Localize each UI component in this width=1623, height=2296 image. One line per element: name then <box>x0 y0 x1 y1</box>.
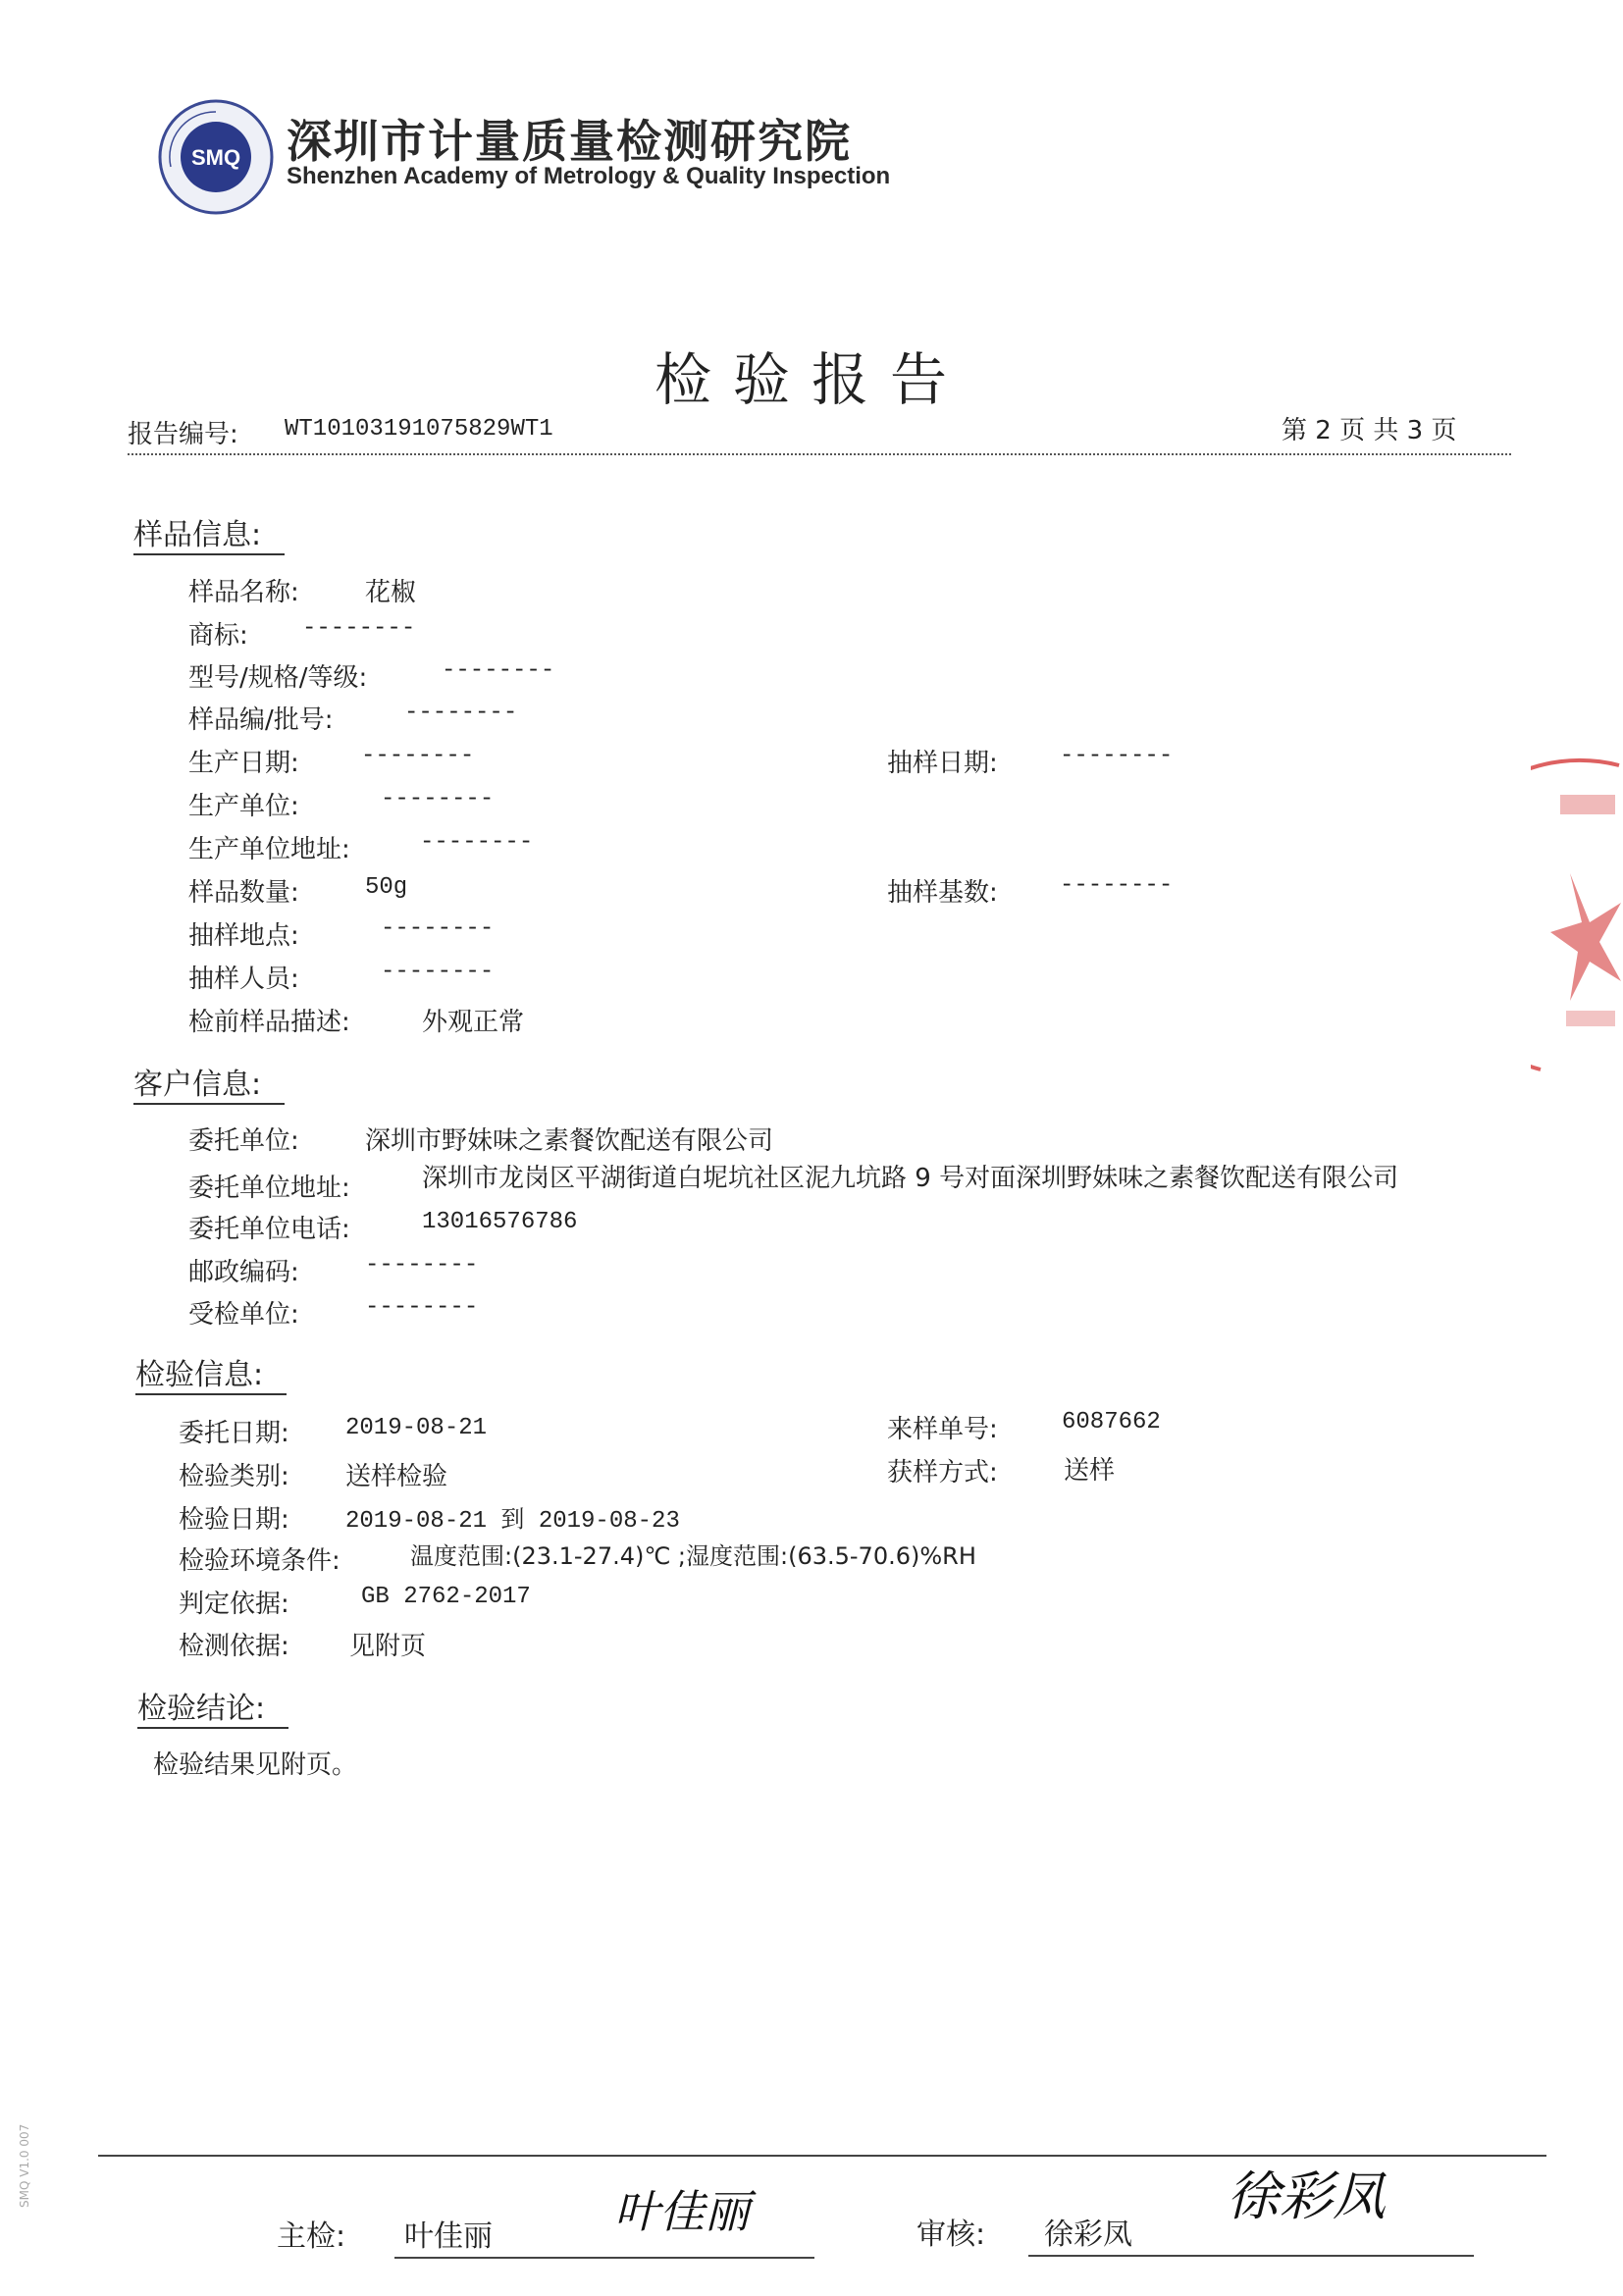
person: -------- <box>381 959 495 985</box>
prod-date-label: 生产日期: <box>188 749 299 778</box>
inspection-type-label: 检验类别: <box>179 1462 289 1491</box>
entrust-date-label: 委托日期: <box>179 1419 289 1448</box>
reviewer-label: 审核: <box>916 2218 986 2252</box>
model: -------- <box>442 657 555 684</box>
reviewer-name: 徐彩凤 <box>1044 2218 1132 2252</box>
desc-label: 检前样品描述: <box>188 1008 350 1037</box>
brand: -------- <box>302 615 416 642</box>
env: 温度范围:(23.1-27.4)℃ ;湿度范围:(63.5-70.6)%RH <box>410 1542 976 1570</box>
zip: -------- <box>365 1252 479 1278</box>
env-label: 检验环境条件: <box>179 1546 340 1576</box>
client-addr: 深圳市龙岗区平湖街道白坭坑社区泥九坑路 9 号对面深圳野妹味之素餐饮配送有限公司 <box>422 1164 1399 1193</box>
producer-label: 生产单位: <box>188 792 299 821</box>
sample-name: 花椒 <box>365 578 417 607</box>
order-no: 6087662 <box>1062 1409 1161 1435</box>
sampling-method-label: 获样方式: <box>887 1458 998 1487</box>
brand-label: 商标: <box>188 621 248 651</box>
producer: -------- <box>381 786 495 812</box>
client-unit-label: 委托单位: <box>188 1126 299 1156</box>
test-basis: 见附页 <box>349 1632 427 1661</box>
order-no-label: 来样单号: <box>887 1415 998 1444</box>
reviewer-sign-line <box>1028 2255 1474 2257</box>
prod-date: -------- <box>361 743 475 769</box>
producer-addr-label: 生产单位地址: <box>188 835 350 864</box>
sample-date-label: 抽样日期: <box>887 749 998 778</box>
reviewer-signature: 徐彩凤 <box>1227 2166 1386 2227</box>
inspected-unit-label: 受检单位: <box>188 1300 299 1330</box>
entrust-date: 2019-08-21 <box>345 1415 488 1441</box>
batch-label: 样品编/批号: <box>188 705 334 735</box>
inspector-sign-line <box>394 2257 814 2259</box>
header-divider <box>128 453 1511 455</box>
inspector-label: 主检: <box>277 2219 346 2254</box>
smq-logo <box>157 98 275 216</box>
section-conclusion-heading: 检验结论: <box>137 1684 288 1729</box>
base-label: 抽样基数: <box>887 878 998 908</box>
sampling-method: 送样 <box>1064 1456 1116 1486</box>
client-phone-label: 委托单位电话: <box>188 1215 350 1244</box>
model-label: 型号/规格/等级: <box>188 663 368 693</box>
qty: 50g <box>365 874 408 901</box>
qty-label: 样品数量: <box>188 878 299 908</box>
inspected-unit: -------- <box>365 1294 479 1321</box>
place: -------- <box>381 915 495 942</box>
logo-text: SMQ <box>190 145 241 170</box>
report-no: WT10103191075829WT1 <box>285 416 553 443</box>
client-addr-label: 委托单位地址: <box>188 1174 350 1203</box>
person-label: 抽样人员: <box>188 965 299 994</box>
place-label: 抽样地点: <box>188 921 299 951</box>
form-code: SMQ V1.0 007 <box>18 2123 31 2208</box>
org-name-cn: 深圳市计量质量检测研究院 <box>287 115 852 168</box>
sample-date: -------- <box>1060 743 1174 769</box>
desc: 外观正常 <box>422 1008 525 1037</box>
section-inspection-heading: 检验信息: <box>135 1350 287 1395</box>
section-client-heading: 客户信息: <box>133 1060 285 1105</box>
batch: -------- <box>404 700 518 726</box>
inspection-date: 2019-08-21 到 2019-08-23 <box>345 1508 680 1535</box>
test-basis-label: 检测依据: <box>179 1632 289 1661</box>
page-info: 第 2 页 共 3 页 <box>1282 416 1457 445</box>
section-sample-heading: 样品信息: <box>133 510 285 555</box>
zip-label: 邮政编码: <box>188 1258 299 1287</box>
client-phone: 13016576786 <box>422 1209 578 1235</box>
client-unit: 深圳市野妹味之素餐饮配送有限公司 <box>365 1126 774 1156</box>
red-seal-stamp <box>1531 756 1623 1079</box>
judgement-basis: GB 2762-2017 <box>361 1584 531 1610</box>
report-no-label: 报告编号: <box>128 420 238 449</box>
base: -------- <box>1060 872 1174 899</box>
conclusion-text: 检验结果见附页。 <box>153 1750 358 1780</box>
inspection-type: 送样检验 <box>345 1462 448 1491</box>
inspector-name: 叶佳丽 <box>404 2219 493 2254</box>
judgement-basis-label: 判定依据: <box>179 1590 289 1619</box>
inspection-date-label: 检验日期: <box>179 1505 289 1535</box>
sample-name-label: 样品名称: <box>188 578 299 607</box>
org-name-en: Shenzhen Academy of Metrology & Quality Inspection <box>287 163 891 189</box>
inspector-signature: 叶佳丽 <box>614 2185 750 2238</box>
producer-addr: -------- <box>420 829 534 856</box>
document-title: 检验报告 <box>654 346 969 413</box>
